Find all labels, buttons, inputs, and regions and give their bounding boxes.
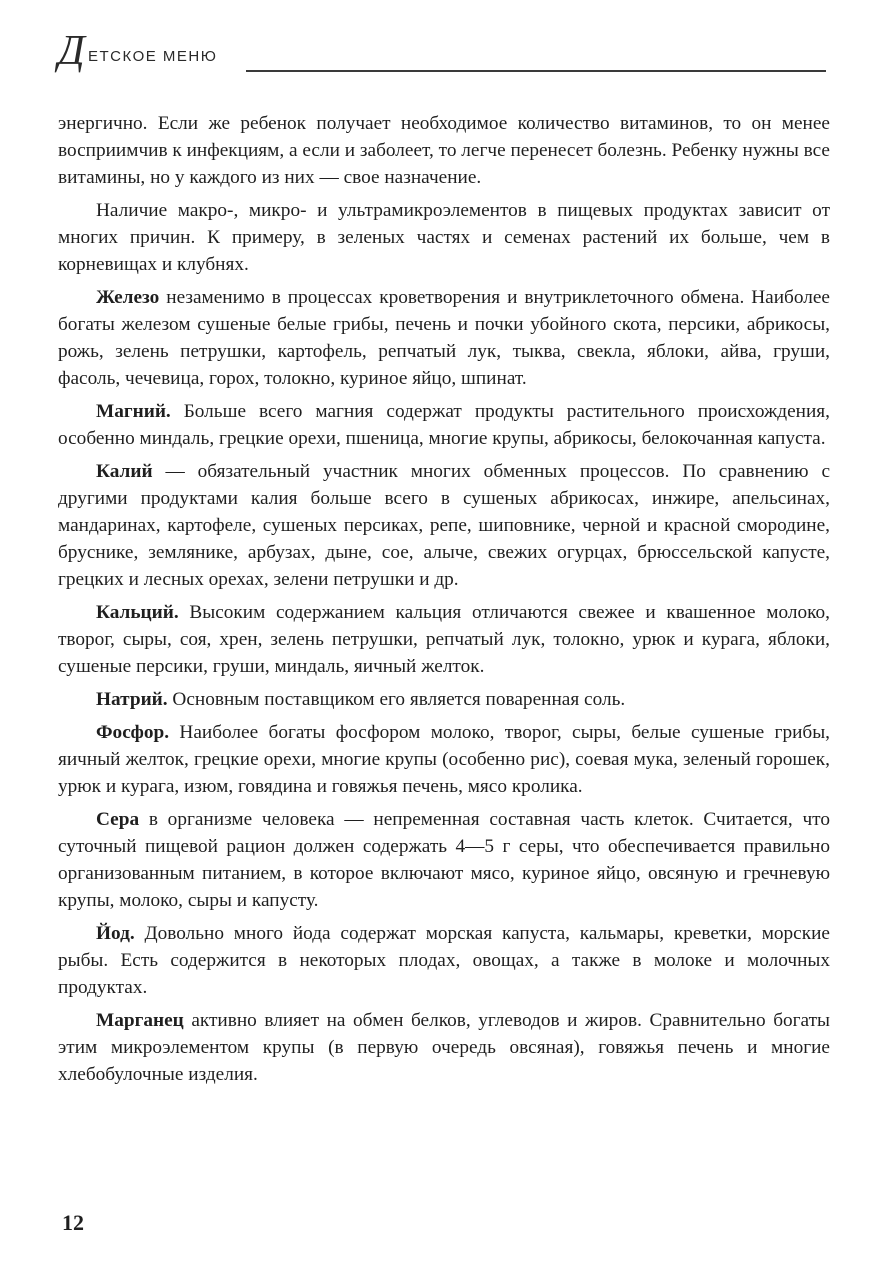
term-iron: Железо (96, 287, 160, 308)
paragraph-sulfur: Сера в организме человека — непременная составная часть клеток. Считается, что суточный пищевой рацион должен содержать 4—5 г серы, что обеспечивается правильно организованным питанием, в которое включают мясо, куриное яйцо, овсяную и гречневую крупы, молоко, сыры и капусту. (58, 809, 830, 911)
paragraph-magnesium: Магний. Больше всего магния содержат продукты растительного происхождения, особенно миндаль, грецкие орехи, пшеница, многие крупы, абрикосы, белокочанная капуста. (58, 401, 830, 449)
term-sodium: Натрий. (96, 689, 168, 710)
paragraph: энергично. Если же ребенок получает необходимое количество витаминов, то он менее восприимчив к инфекциям, а если и заболеет, то легче перенесет болезнь. Ребенку нужны все витамины, но у каждого из них — свое назначение. (58, 113, 830, 188)
paragraph-phosphorus: Фосфор. Наиболее богаты фосфором молоко, творог, сыры, белые сушеные грибы, яичный желток, грецкие орехи, многие крупы (особенно рис), соевая мука, зеленый горошек, урюк и курага, изюм, говядина и говяжья печень, мясо кролика. (58, 722, 830, 797)
paragraph: Наличие макро-, микро- и ультрамикроэлементов в пищевых продуктах зависит от многих причин. К примеру, в зеленых частях и семенах растений их больше, чем в корневищах и клубнях. (58, 200, 830, 275)
paragraph-potassium: Калий — обязательный участник многих обменных процессов. По сравнению с другими продуктами калия больше всего в сушеных абрикосах, инжире, апельсинах, мандаринах, картофеле, сушеных персиках, репе, шиповнике, черной и красной смородине, бруснике, землянике, арбузах, дыне, сое, алыче, свежих огурцах, брюссельской капусте, грецких и лесных орехах, зелени петрушки и др. (58, 461, 830, 590)
header-title: ЕТСКОЕ МЕНЮ (88, 48, 218, 65)
term-manganese: Марганец (96, 1010, 184, 1031)
paragraph-sodium: Натрий. Основным поставщиком его является поваренная соль. (96, 689, 626, 710)
page-number: 12 (62, 1210, 84, 1235)
term-magnesium: Магний. (96, 401, 171, 422)
term-iodine: Йод. (96, 923, 135, 944)
term-sulfur: Сера (96, 809, 140, 830)
paragraph-manganese: Марганец активно влияет на обмен белков, углеводов и жиров. Сравнительно богаты этим микроэлементом крупы (в первую очередь овсяная), говяжья печень и многие хлебобулочные изделия. (58, 1010, 830, 1085)
term-phosphorus: Фосфор. (96, 722, 170, 743)
header-rule (246, 70, 826, 72)
paragraph-iodine: Йод. Довольно много йода содержат морская капуста, кальмары, креветки, морские рыбы. Есть содержится в некоторых плодах, овощах, а также в молоке и молочных продуктах. (58, 923, 830, 998)
paragraph-iron: Железо незаменимо в процессах кроветворения и внутриклеточного обмена. Наиболее богаты железом сушеные белые грибы, печень и почки убойного скота, персики, абрикосы, рожь, зелень петрушки, картофель, репчатый лук, тыква, свекла, яблоки, айва, груши, фасоль, чечевица, горох, толокно, куриное яйцо, шпинат. (58, 287, 830, 389)
term-potassium: Калий (96, 461, 153, 482)
paragraph-calcium: Кальций. Высоким содержанием кальция отличаются свежее и квашенное молоко, творог, сыры, соя, хрен, зелень петрушки, репчатый лук, толокно, урюк и курага, яблоки, сушеные персики, груши, миндаль, яичный желток. (58, 602, 830, 677)
body-text (58, 110, 830, 1094)
header-initial-letter: Д (58, 28, 85, 74)
running-header (56, 28, 826, 76)
term-calcium: Кальций. (96, 602, 179, 623)
